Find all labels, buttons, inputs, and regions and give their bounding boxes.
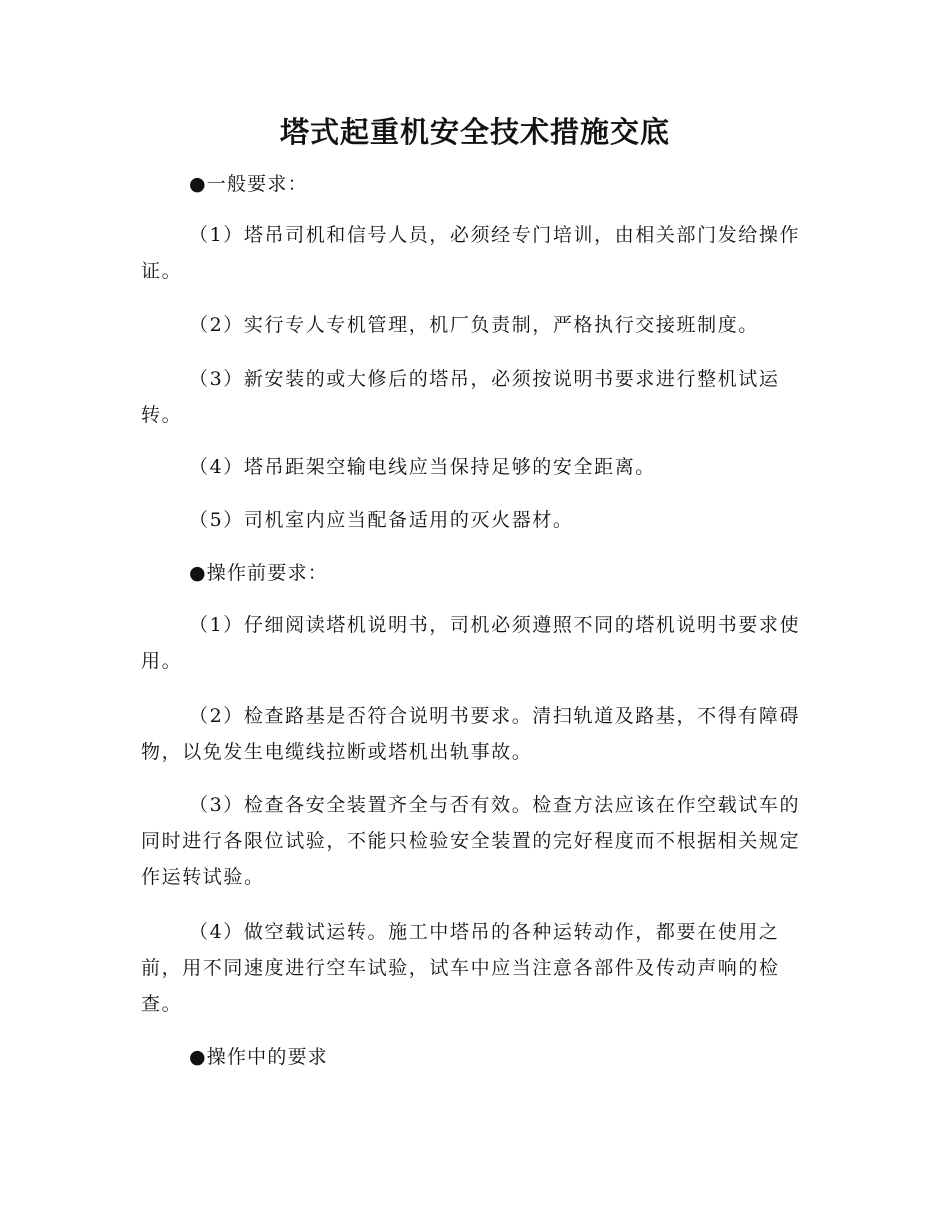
paragraph-general-5: （5）司机室内应当配备适用的灭火器材。 [189, 509, 574, 531]
paragraph-general-2: （2）实行专人专机管理，机厂负责制，严格执行交接班制度。 [189, 314, 759, 336]
paragraph-before-3: （3）检查各安全装置齐全与否有效。检查方法应该在作空载试车的同时进行各限位试验，不能只检验安全装置的完好程度而不根据相关规定作运转试验。 [141, 794, 801, 888]
section-heading-during-operation: ●操作中的要求 [189, 1046, 328, 1068]
paragraph-before-1: （1）仔细阅读塔机说明书，司机必须遵照不同的塔机说明书要求使用。 [141, 614, 801, 672]
paragraph-general-1: （1）塔吊司机和信号人员，必须经专门培训，由相关部门发给操作证。 [141, 224, 801, 282]
paragraph-before-2: （2）检查路基是否符合说明书要求。清扫轨道及路基，不得有障碍物，以免发生电缆线拉断或塔机出轨事故。 [141, 705, 801, 763]
document-title: 塔式起重机安全技术措施交底 [279, 115, 670, 149]
paragraph-general-4: （4）塔吊距架空输电线应当保持足够的安全距离。 [189, 456, 656, 478]
section-heading-general: ●一般要求： [189, 173, 308, 195]
paragraph-general-3: （3）新安装的或大修后的塔吊，必须按说明书要求进行整机试运转。 [141, 368, 780, 426]
section-heading-before-operation: ●操作前要求： [189, 562, 328, 584]
paragraph-before-4: （4）做空载试运转。施工中塔吊的各种运转动作，都要在使用之前，用不同速度进行空车试验，试车中应当注意各部件及传动声响的检查。 [141, 921, 780, 1015]
